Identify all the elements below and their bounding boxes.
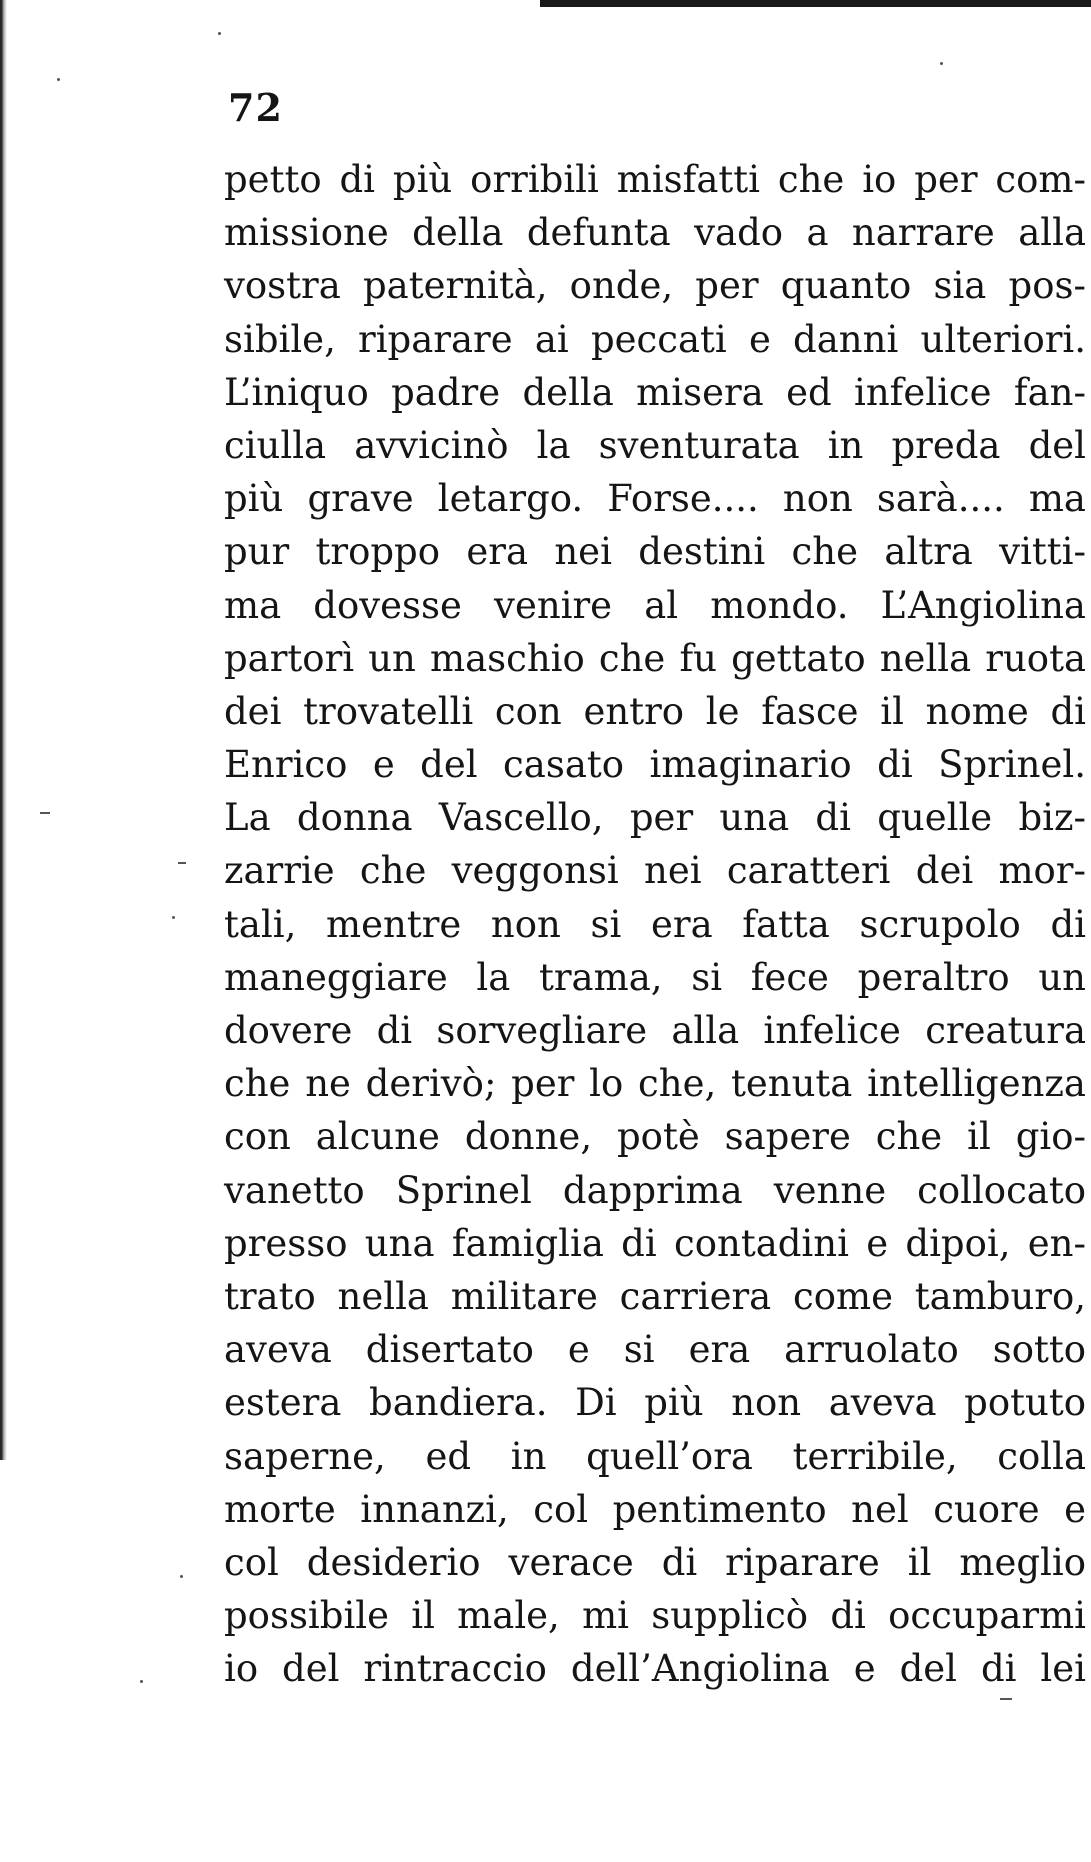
text-line: maneggiare la trama, si fece peraltro un [224,955,1086,999]
text-line: vanetto Sprinel dapprima venne collocato [224,1168,1086,1212]
ink-speck [218,32,221,35]
text-line: zarrie che veggonsi nei caratteri dei mor- [224,849,1086,893]
ink-speck [57,78,60,81]
text-line: dei trovatelli con entro le fasce il nome di [224,689,1086,733]
text-line: tali, mentre non si era fatta scrupolo di [224,902,1086,946]
ink-speck [940,62,943,65]
text-line: L’iniquo padre della misera ed infelice fan- [224,370,1086,414]
text-line: che ne derivò; per lo che, tenuta intelligenza [224,1062,1086,1106]
top-edge-rule [540,0,1091,7]
text-line: trato nella militare carriera come tamburo, [224,1274,1086,1318]
scan-edge-shadow [0,0,7,1460]
text-line: dovere di sorvegliare alla infelice creatura [224,1009,1086,1052]
text-line: estera bandiera. Di più non aveva potuto [224,1381,1086,1425]
page-number: 72 [228,85,283,130]
text-line: sibile, riparare ai peccati e danni ulteriori. [224,317,1086,361]
text-line: pur troppo era nei destini che altra vitti- [224,530,1086,574]
ink-speck [178,862,186,864]
text-line: presso una famiglia di contadini e dipoi, en- [224,1221,1086,1265]
text-line: Enrico e del casato imaginario di Sprinel. [224,743,1086,787]
text-line: ma dovesse venire al mondo. L’Angiolina [224,583,1086,627]
text-line: vostra paternità, onde, per quanto sia pos- [224,264,1086,308]
ink-speck [140,1680,143,1683]
text-line: La donna Vascello, per una di quelle biz- [224,796,1086,840]
text-line: ciulla avvicinò la sventurata in preda del [224,423,1086,467]
ink-speck [1000,1698,1012,1700]
ink-speck [172,916,175,919]
body-text [224,153,1086,1695]
text-line: possibile il male, mi supplicò di occuparmi [224,1594,1086,1638]
ink-speck [180,1575,183,1578]
ink-speck [40,812,50,814]
text-line: più grave letargo. Forse.... non sarà.... ma [224,477,1086,521]
text-line: con alcune donne, potè sapere che il gio- [224,1115,1086,1159]
text-line: saperne, ed in quell’ora terribile, colla [224,1434,1086,1478]
text-line: aveva disertato e si era arruolato sotto [224,1328,1086,1372]
text-line: petto di più orribili misfatti che io per com- [224,158,1086,201]
text-line: morte innanzi, col pentimento nel cuore e [224,1487,1086,1531]
text-line: missione della defunta vado a narrare alla [224,211,1086,255]
text-line: partorì un maschio che fu gettato nella ruota [224,636,1086,680]
text-line: io del rintraccio dell’Angiolina e del di lei [224,1647,1086,1691]
text-line: col desiderio verace di riparare il meglio [224,1540,1086,1584]
